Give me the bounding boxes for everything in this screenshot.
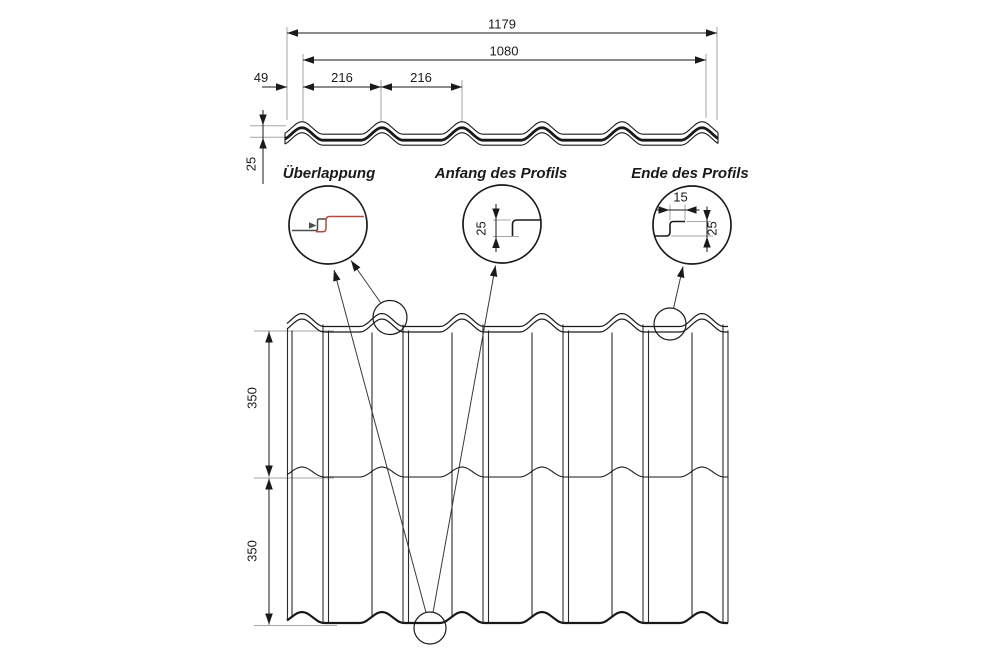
dim-cover-width: 1080 (489, 43, 519, 59)
detail-start-internals (474, 204, 541, 252)
detail-overlap-internals (292, 217, 364, 232)
plan-extension-lines (254, 331, 337, 626)
cross-section-sheet (285, 122, 718, 145)
dim-row-pitch-a: 350 (244, 387, 260, 409)
detail-overlap-title: Überlappung (282, 165, 376, 182)
sheet-section-line-0 (285, 122, 718, 134)
reference-circle-profile-start (414, 612, 446, 644)
plan-middle-step-line (287, 467, 728, 477)
plan-top-edge-outer (287, 314, 728, 327)
plan-bottom-edge (287, 612, 728, 623)
dim-end-step-height: 25 (704, 221, 720, 236)
cross-section-view (244, 17, 719, 185)
dim-overall-width: 1179 (488, 16, 516, 32)
start-extension-lines (493, 220, 519, 237)
end-dimension-lines (657, 207, 708, 253)
plan-top-edge-inner (287, 319, 728, 332)
detail-start-title: Anfang des Profils (434, 165, 568, 182)
start-profile-line (513, 220, 541, 237)
detail-end-title: Ende des Profils (631, 165, 749, 182)
detail-views (283, 165, 749, 264)
plan-sheet (287, 314, 728, 623)
end-profile-line (654, 222, 685, 237)
reference-circle-profile-end (654, 308, 686, 340)
dim-row-pitch-b: 350 (244, 540, 260, 562)
dim-start-step-height: 25 (473, 221, 489, 236)
overlap-direction-arrow-icon (309, 222, 317, 229)
detail-overlap-circle (289, 186, 367, 264)
plan-view (245, 261, 729, 645)
leader-lines (334, 261, 683, 613)
dim-profile-height: 25 (243, 156, 259, 172)
cross-section-extension-lines (250, 27, 717, 137)
dim-edge-offset: 49 (253, 70, 269, 85)
dim-end-hook-width: 15 (673, 189, 688, 205)
dim-pitch-b: 216 (410, 70, 432, 85)
dim-pitch-a: 216 (331, 70, 353, 85)
